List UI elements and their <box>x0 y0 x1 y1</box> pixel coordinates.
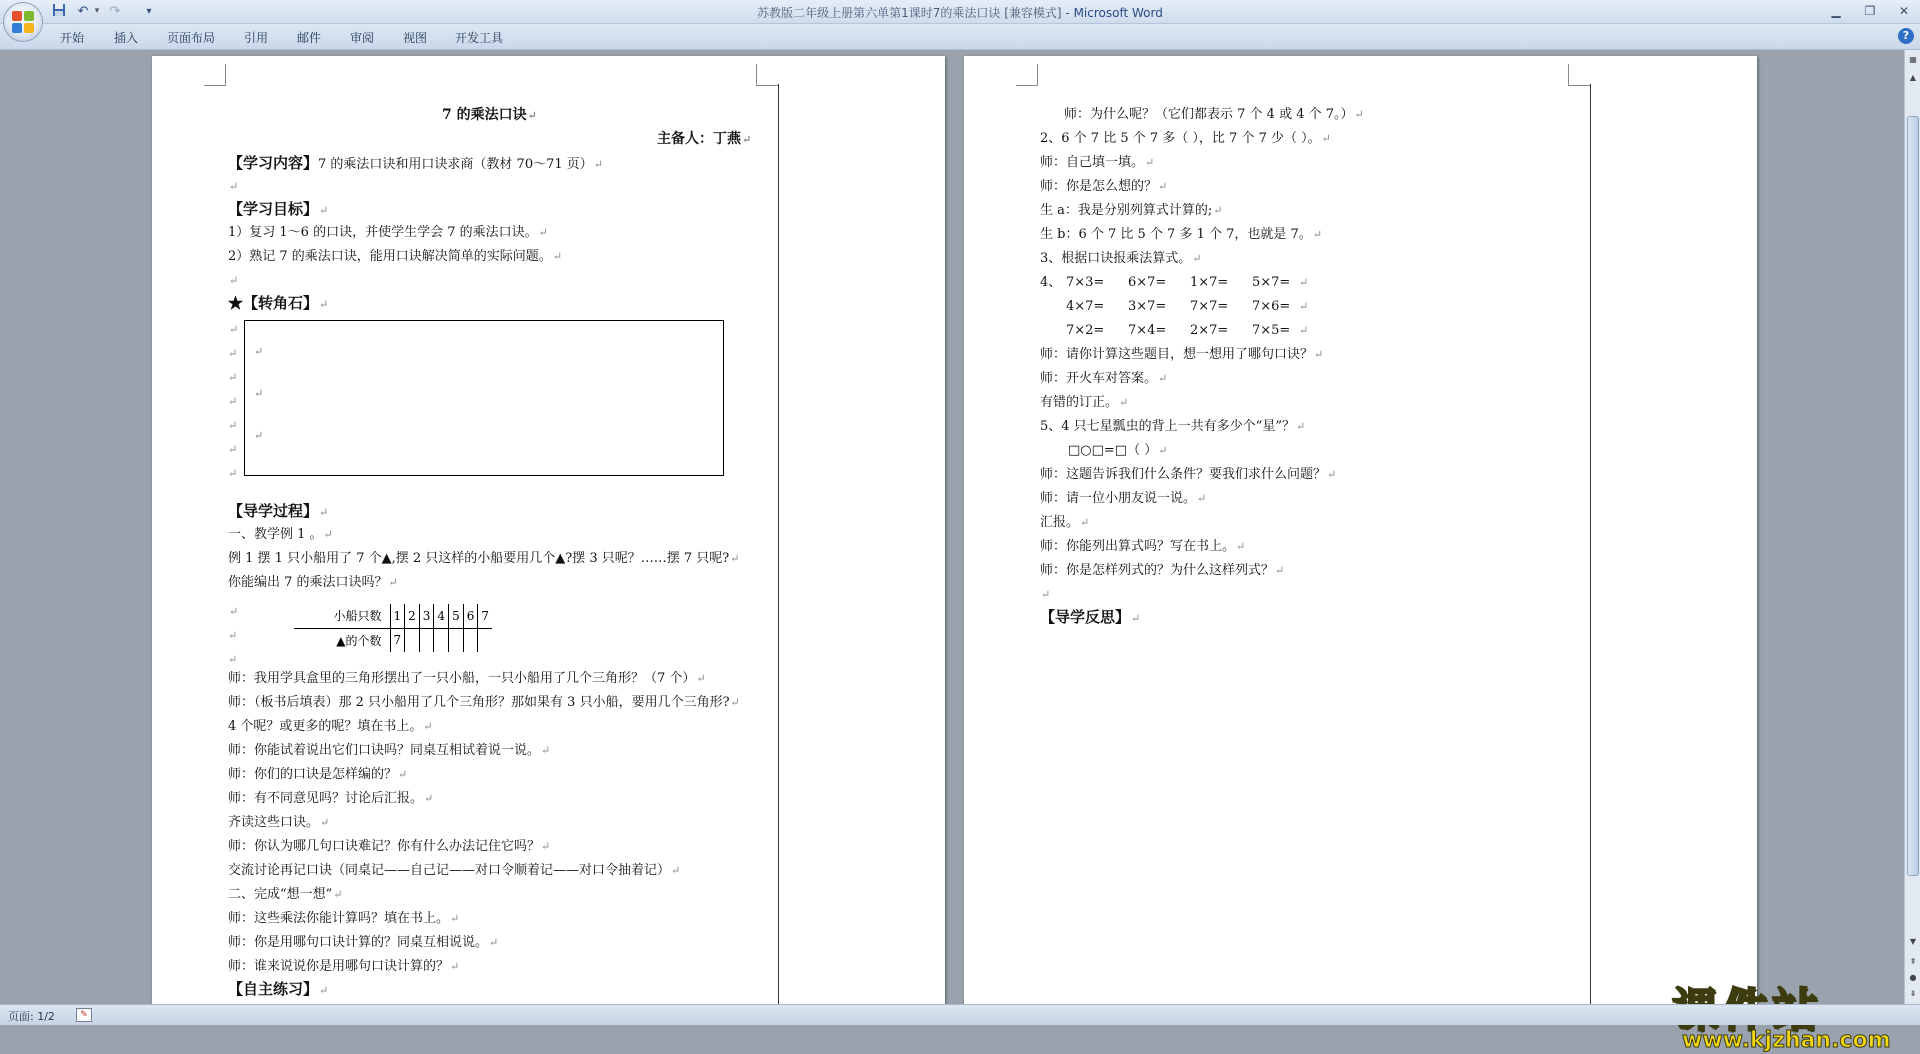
goal-1: 1）复习 1～6 的口诀，并使学生学会 7 的乘法口诀。↵ <box>228 225 548 240</box>
table-cell: 4 <box>434 604 449 628</box>
crop-mark <box>204 64 226 86</box>
table-cell: 小船只数 <box>294 604 390 628</box>
scrollbar-thumb[interactable] <box>1907 116 1919 876</box>
paragraph-marks: ↵ ↵ ↵ ↵ ↵ ↵ ↵ <box>228 323 239 480</box>
doc-line: 例 1 摆 1 只小船用了 7 个▲,摆 2 只这样的小船要用几个▲?摆 3 只呢？……摆 7 只呢?↵ <box>228 551 740 566</box>
doc-line: 师：为什么呢？（它们都表示 7 个 4 或 4 个 7。）↵ <box>1064 107 1364 122</box>
goals-heading: 【学习目标】↵ <box>228 200 329 218</box>
tab-insert[interactable]: 插入 <box>114 31 139 45</box>
doc-line: 一、教学例 1 。↵ <box>228 527 333 542</box>
doc-line: 师：请一位小朋友说一说。↵ <box>1040 491 1207 506</box>
doc-line: 师：你们的口诀是怎样编的？↵ <box>228 767 408 782</box>
doc-line: 师：这些乘法你能计算吗？填在书上。↵ <box>228 911 460 926</box>
window-controls <box>1826 2 1914 20</box>
help-icon[interactable]: ? <box>1898 28 1914 44</box>
doc-line: 生 b：6 个 7 比 5 个 7 多 1 个 7，也就是 7。↵ <box>1040 227 1323 242</box>
tab-mailings[interactable]: 邮件 <box>297 31 322 45</box>
ruler-toggle-icon[interactable]: ▦ <box>1909 55 1917 64</box>
tab-developer[interactable]: 开发工具 <box>455 31 504 45</box>
page-edge-line <box>1590 84 1591 1016</box>
table-cell: 5 <box>449 604 464 628</box>
window-title <box>0 4 1920 21</box>
table-cell <box>478 628 492 652</box>
doc-line: 师：你是怎么想的？↵ <box>1040 179 1168 194</box>
doc-line: 师：（板书后填表）那 2 只小船用了几个三角形？那如果有 3 只小船，要用几个三角形?↵ <box>228 695 740 710</box>
paragraph-marks: ↵ ↵ ↵ <box>228 605 239 666</box>
doc-line: 师：你能列出算式吗？写在书上。↵ <box>1040 539 1246 554</box>
office-logo-icon <box>12 11 34 33</box>
title-separator: - <box>1061 6 1074 20</box>
table-cell: ▲的个数 <box>336 633 382 648</box>
empty-paragraph: ↵ <box>229 274 239 287</box>
scroll-up-icon[interactable]: ▲ <box>1909 73 1917 82</box>
proofing-icon[interactable]: ✎ <box>76 1008 92 1022</box>
ribbon-tabs <box>0 24 1920 50</box>
doc-line: 师：有不同意见吗？讨论后汇报。↵ <box>228 791 434 806</box>
doc-line: 二、完成“想一想”↵ <box>228 887 343 902</box>
document-page-2[interactable]: 师：为什么呢？（它们都表示 7 个 4 或 4 个 7。）↵ 2、6 个 7 比 5 个 7 多（ ），比 7 个 7 少（ ）。↵ 师：自己填一填。↵ 师：你是怎么想的？↵ 生 a：我是分别列算式计算的;↵ 生 b：6 个 7 比 5 个 7 多 1 个 7，也就是 7。↵ 3、根据口诀报乘法算式。↵ 4、 7×3= 6×7= 1×7= 5×7= ↵ 4×7= 3×7= 7×7= 7×6= ↵ 7×2= 7×4= 2×7= 7×5= ↵ 师：请你计算这些题目，想一想用了哪句口诀？↵ 师：开火车对答案。↵ 有错的订正。↵ 5、4 只七星瓢虫的背上一共有多少个“星”？↵ □○□=□（ ）↵ 师：这题告诉我们什么条件？要我们求什么问题？↵ 师：请一位小朋友说一说。↵ 汇报。↵ 师：你能列出算式吗？写在书上。↵ 师：你是怎样列式的？为什么这样列式？↵ ↵ 【导学反思】↵ <box>964 56 1757 1016</box>
app-name: Microsoft Word <box>1073 6 1163 20</box>
doc-line: 师：开火车对答案。↵ <box>1040 371 1168 386</box>
doc-line: 3、根据口诀报乘法算式。↵ <box>1040 251 1202 266</box>
redo-icon[interactable]: ↷ <box>109 4 121 19</box>
customize-quick-access-icon[interactable]: ▾ <box>146 6 152 17</box>
table-cell: 1 <box>390 604 405 628</box>
content-line: 【学习内容】7 的乘法口诀和用口诀求商（教材 70～71 页）↵ <box>228 154 603 172</box>
previous-page-icon[interactable]: ⇞ <box>1909 957 1917 966</box>
undo-icon[interactable]: ↶ <box>77 4 89 19</box>
doc-line: 你能编出 7 的乘法口诀吗？↵ <box>228 575 398 590</box>
table-cell: 6 <box>463 604 478 628</box>
reflection-heading: 【导学反思】↵ <box>1040 608 1141 626</box>
watermark-url: www.kjzhan.com <box>1682 1028 1891 1053</box>
status-bar <box>0 1004 1920 1025</box>
table-cell: 7 <box>478 604 492 628</box>
boat-table[interactable] <box>294 604 492 652</box>
table-cell <box>463 628 478 652</box>
table-row <box>294 628 492 652</box>
crop-mark <box>756 64 778 86</box>
doc-line: 汇报。↵ <box>1040 515 1090 530</box>
tab-view[interactable]: 视图 <box>403 31 428 45</box>
crop-mark <box>1568 64 1590 86</box>
page-edge-line <box>778 84 779 1016</box>
document-title: 苏教版二年级上册第六单第1课时7的乘法口诀 [兼容模式] <box>757 6 1062 20</box>
text-box[interactable]: ↵ ↵ ↵ <box>244 320 724 476</box>
doc-line: 有错的订正。↵ <box>1040 395 1129 410</box>
doc-line: □○□=□（ ）↵ <box>1068 443 1168 458</box>
doc-line: 师：你能试着说出它们口诀吗？同桌互相试着说一说。↵ <box>228 743 551 758</box>
browse-object-icon[interactable]: ● <box>1909 973 1917 982</box>
table-row <box>294 604 492 628</box>
goal-2: 2）熟记 7 的乘法口诀，能用口诀解决简单的实际问题。↵ <box>228 249 563 264</box>
doc-line: 齐读这些口诀。↵ <box>228 815 330 830</box>
doc-line: 师：谁来说说你是用哪句口诀计算的？↵ <box>228 959 460 974</box>
practice-heading: 【自主练习】↵ <box>228 980 329 998</box>
tab-review[interactable]: 审阅 <box>350 31 375 45</box>
undo-dropdown-icon[interactable]: ▾ <box>94 6 100 16</box>
title-bar <box>0 0 1920 24</box>
doc-line: 交流讨论再记口诀（同桌记——自己记——对口令顺着记——对口令抽着记）↵ <box>228 863 681 878</box>
office-button[interactable] <box>3 2 43 42</box>
doc-line: 生 a：我是分别列算式计算的;↵ <box>1040 203 1223 218</box>
minimize-icon[interactable]: ▁ <box>1831 4 1841 18</box>
doc-line: 师：这题告诉我们什么条件？要我们求什么问题？↵ <box>1040 467 1337 482</box>
doc-line: 师：我用学具盒里的三角形摆出了一只小船，一只小船用了几个三角形？（7 个）↵ <box>228 671 706 686</box>
page-count-status[interactable]: 页面: 1/2 <box>8 1010 55 1023</box>
doc-line: 师：请你计算这些题目，想一想用了哪句口诀？↵ <box>1040 347 1324 362</box>
corner-heading: ★【转角石】↵ <box>228 294 329 312</box>
table-cell: 7 <box>390 628 405 652</box>
doc-line: 4 个呢？或更多的呢？填在书上。↵ <box>228 719 433 734</box>
table-cell <box>419 628 434 652</box>
next-page-icon[interactable]: ⇟ <box>1909 989 1917 998</box>
close-icon[interactable]: ✕ <box>1898 4 1910 18</box>
table-cell <box>434 628 449 652</box>
table-cell: 2 <box>405 604 420 628</box>
doc-line: 师：你是怎样列式的？为什么这样列式？↵ <box>1040 563 1285 578</box>
table-cell <box>449 628 464 652</box>
author-line: 主备人：丁燕↵ <box>657 131 752 147</box>
table-cell <box>405 628 420 652</box>
tab-references[interactable]: 引用 <box>244 31 269 45</box>
vertical-scrollbar[interactable] <box>1904 50 1920 1004</box>
crop-mark <box>1016 64 1038 86</box>
document-page-1[interactable] <box>152 56 945 1016</box>
maximize-icon[interactable]: ❐ <box>1864 4 1876 18</box>
doc-line: 5、4 只七星瓢虫的背上一共有多少个“星”？↵ <box>1040 419 1306 434</box>
doc-line: 师：你认为哪几句口诀难记？你有什么办法记住它吗？↵ <box>228 839 551 854</box>
tab-home[interactable]: 开始 <box>60 31 85 45</box>
tab-page-layout[interactable]: 页面布局 <box>167 31 216 45</box>
empty-paragraph: ↵ <box>229 180 239 193</box>
page-title: 7 的乘法口诀↵ <box>442 107 537 123</box>
doc-line: 师：自己填一填。↵ <box>1040 155 1155 170</box>
doc-line: 2、6 个 7 比 5 个 7 多（ ），比 7 个 7 少（ ）。↵ <box>1040 131 1331 146</box>
empty-paragraph: ↵ <box>1041 588 1051 601</box>
guide-heading: 【导学过程】↵ <box>228 502 329 520</box>
doc-line: 师：你是用哪句口诀计算的？同桌互相说说。↵ <box>228 935 499 950</box>
table-cell: 3 <box>419 604 434 628</box>
scroll-down-icon[interactable]: ▼ <box>1909 937 1917 946</box>
question-4-label: 4、 <box>1040 275 1062 290</box>
